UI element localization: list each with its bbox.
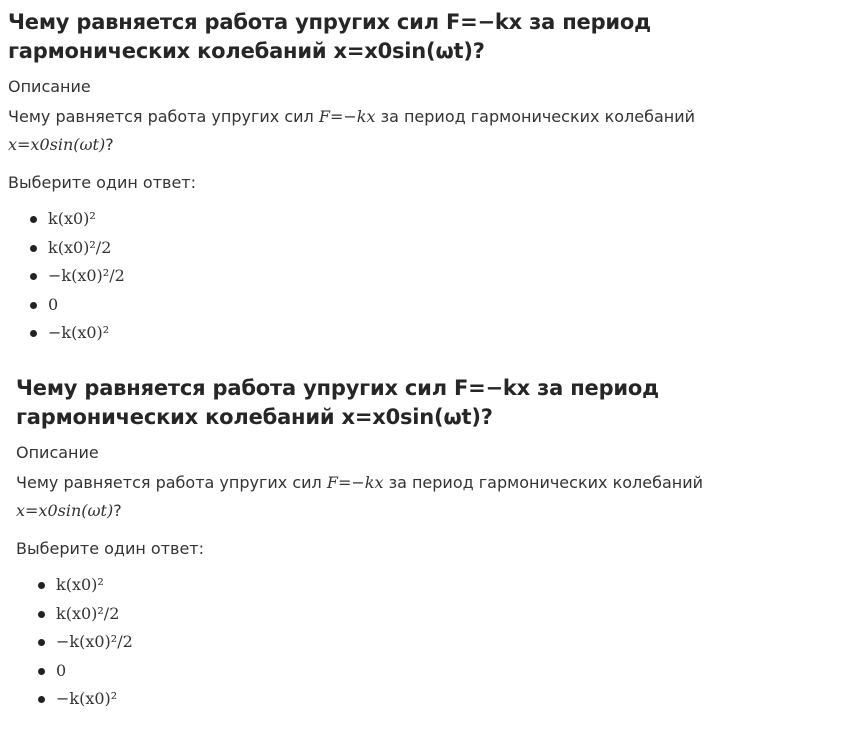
- question-title-line-1: Чему равняется работа упругих сил F=−kx за период: [16, 376, 659, 400]
- answer-option[interactable]: [16, 628, 836, 657]
- description-post: ?: [113, 501, 122, 520]
- answer-option-text: k(x0)²: [56, 575, 104, 594]
- description-mid: за период гармонических колебаний: [383, 473, 704, 492]
- bullet-icon: [38, 582, 45, 589]
- answer-option-text: k(x0)²/2: [56, 603, 120, 623]
- question-title-line-2: гармонических колебаний x=x0sin(ωt)?: [8, 39, 485, 63]
- answer-option-text: 0: [56, 660, 67, 680]
- answer-prompt: Выберите один ответ:: [16, 539, 205, 558]
- question-block-1: [8, 8, 828, 348]
- bullet-icon: [38, 696, 45, 703]
- description-post: ?: [105, 135, 114, 154]
- description-formula-motion: x=x0sin(ωt): [16, 501, 114, 520]
- question-title-line-2: гармонических колебаний x=x0sin(ωt)?: [16, 405, 493, 429]
- description-label: Описание: [8, 77, 91, 96]
- answer-options: [8, 205, 828, 348]
- description-formula-force: F=−kx: [326, 473, 384, 492]
- answer-option[interactable]: [8, 319, 828, 348]
- question-title: [16, 374, 836, 432]
- description-text: [16, 469, 836, 525]
- bullet-icon: [30, 302, 37, 309]
- answer-option[interactable]: [8, 205, 828, 234]
- answer-prompt: Выберите один ответ:: [8, 173, 197, 192]
- bullet-icon: [38, 668, 45, 675]
- description-pre: Чему равняется работа упругих сил: [8, 107, 319, 126]
- bullet-icon: [38, 639, 45, 646]
- answer-option[interactable]: [8, 234, 828, 263]
- description-formula-force: F=−kx: [318, 107, 376, 126]
- bullet-icon: [30, 330, 37, 337]
- answer-option[interactable]: [8, 262, 828, 291]
- description-pre: Чему равняется работа упругих сил: [16, 473, 327, 492]
- answer-option[interactable]: [16, 657, 836, 686]
- answer-option-text: −k(x0)²/2: [48, 266, 125, 285]
- answer-option-text: k(x0)²/2: [48, 237, 112, 257]
- bullet-icon: [30, 273, 37, 280]
- answer-option-text: −k(x0)²: [56, 689, 118, 708]
- question-block-2: [16, 374, 836, 714]
- answer-options: [16, 571, 836, 714]
- question-title-line-1: Чему равняется работа упругих сил F=−kx за период: [8, 10, 651, 34]
- answer-option[interactable]: [16, 571, 836, 600]
- bullet-icon: [38, 611, 45, 618]
- answer-option[interactable]: [16, 685, 836, 714]
- description-mid: за период гармонических колебаний: [375, 107, 696, 126]
- description-text: [8, 103, 828, 159]
- description-formula-motion: x=x0sin(ωt): [8, 135, 106, 154]
- bullet-icon: [30, 245, 37, 252]
- description-label: Описание: [16, 443, 99, 462]
- answer-option[interactable]: [16, 600, 836, 629]
- answer-option-text: 0: [48, 294, 59, 314]
- answer-option-text: −k(x0)²/2: [56, 632, 133, 651]
- bullet-icon: [30, 216, 37, 223]
- answer-option[interactable]: [8, 291, 828, 320]
- question-title: [8, 8, 828, 66]
- answer-option-text: k(x0)²: [48, 209, 96, 228]
- answer-option-text: −k(x0)²: [48, 323, 110, 342]
